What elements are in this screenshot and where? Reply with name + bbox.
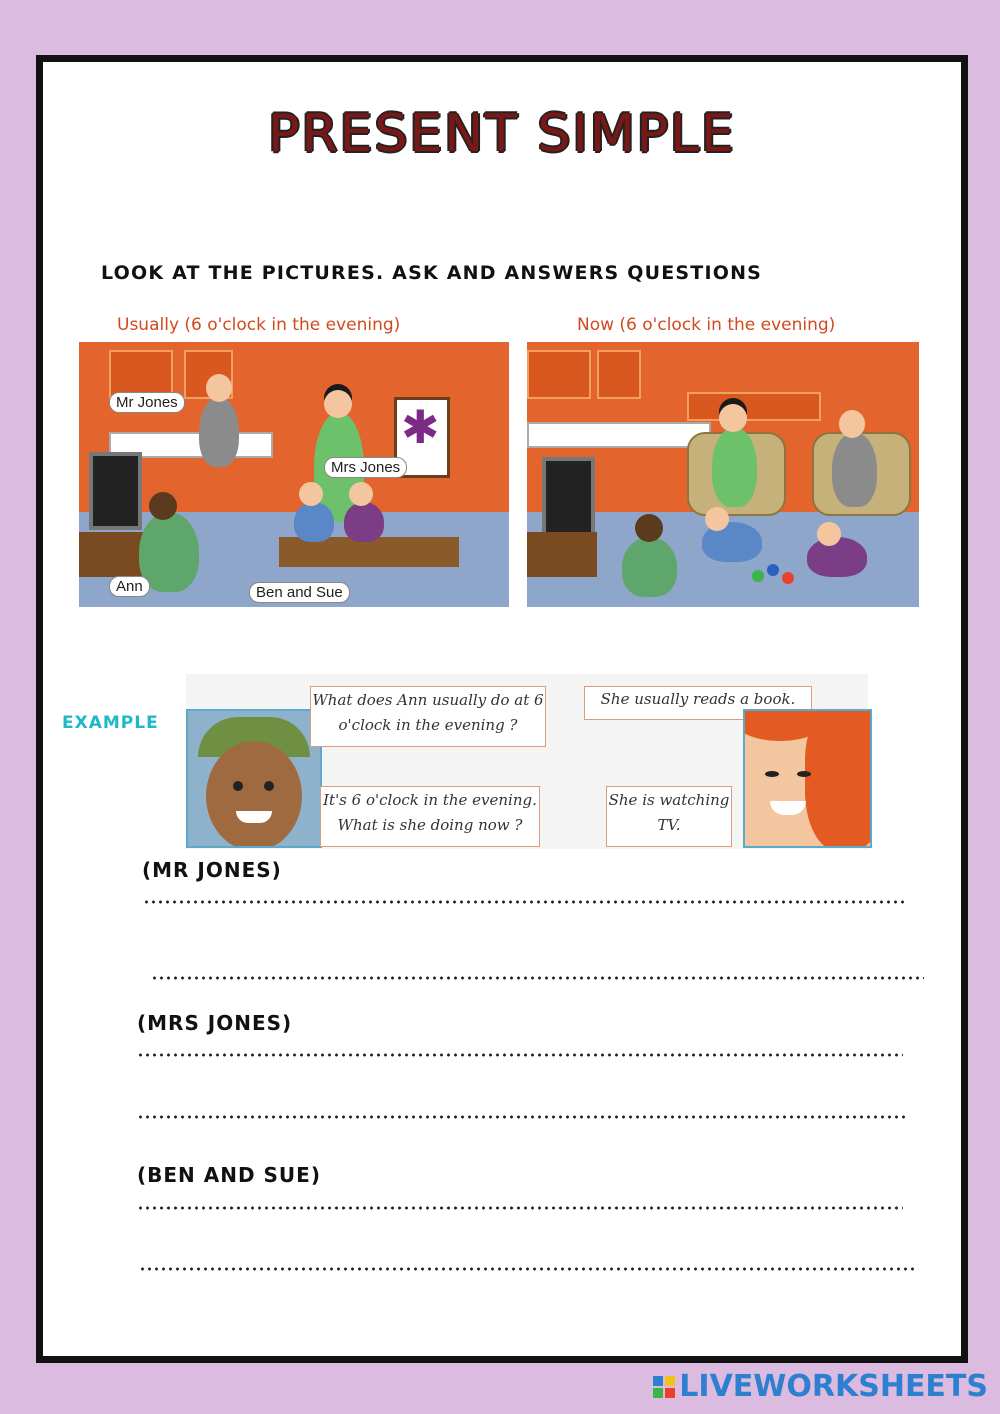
scenes-illustration	[79, 297, 924, 607]
ann-face	[186, 709, 322, 848]
usually-caption: Usually (6 o'clock in the evening)	[117, 315, 401, 335]
sue-figure	[807, 537, 867, 577]
sue-figure	[344, 502, 384, 542]
label-mr-jones: Mr Jones	[109, 392, 185, 413]
logo-square	[665, 1388, 675, 1398]
mr-jones-figure	[199, 397, 239, 467]
usually-panel	[79, 297, 509, 607]
answer-line[interactable]	[137, 1205, 903, 1211]
ben-figure	[294, 502, 334, 542]
ball-icon	[782, 572, 794, 584]
answer-line[interactable]	[137, 1114, 909, 1120]
worksheet-page	[36, 55, 968, 1363]
label-ben-and-sue: Ben and Sue	[249, 582, 350, 603]
instruction-text: LOOK AT THE PICTURES. ASK AND ANSWERS QUESTIONS	[101, 262, 763, 284]
answer-bubble-2: She is watching TV.	[606, 786, 732, 847]
answer-line[interactable]	[143, 899, 908, 905]
mr-jones-figure	[832, 432, 877, 507]
ann-figure	[622, 537, 677, 597]
logo-square	[665, 1376, 675, 1386]
question-label-ben-and-sue: (BEN AND SUE)	[137, 1163, 321, 1187]
example-label: EXAMPLE	[62, 713, 159, 733]
question-bubble-1: What does Ann usually do at 6 o'clock in the evening ?	[310, 686, 546, 747]
question-label-mrs-jones: (MRS JONES)	[137, 1011, 293, 1035]
label-mrs-jones: Mrs Jones	[324, 457, 407, 478]
now-panel	[527, 297, 919, 607]
girl-face	[743, 709, 872, 848]
tv-icon	[542, 457, 595, 540]
question-label-mr-jones: (MR JONES)	[142, 858, 282, 882]
answer-line[interactable]	[151, 975, 924, 981]
ball-icon	[767, 564, 779, 576]
logo-square	[653, 1388, 663, 1398]
answer-bubble-1: She usually reads a book.	[584, 686, 812, 720]
page-title: PRESENT SIMPLE	[268, 104, 736, 164]
ball-icon	[752, 570, 764, 582]
usually-room-image: ✱ Mr Jones Mrs Jones Ann Ben and Sue	[79, 342, 509, 607]
tv-icon	[89, 452, 142, 530]
answer-line[interactable]	[139, 1266, 915, 1272]
liveworksheets-logo-icon	[653, 1376, 675, 1398]
label-ann: Ann	[109, 576, 150, 597]
example-dialogue-image	[186, 674, 868, 849]
now-room-image	[527, 342, 919, 607]
liveworksheets-brand[interactable]	[653, 1369, 988, 1404]
brand-name: LIVEWORKSHEETS	[679, 1369, 988, 1404]
now-caption: Now (6 o'clock in the evening)	[577, 315, 836, 335]
question-bubble-2: It's 6 o'clock in the evening. What is she doing now ?	[320, 786, 540, 847]
logo-square	[653, 1376, 663, 1386]
answer-line[interactable]	[137, 1052, 903, 1058]
mrs-jones-figure	[712, 427, 757, 507]
